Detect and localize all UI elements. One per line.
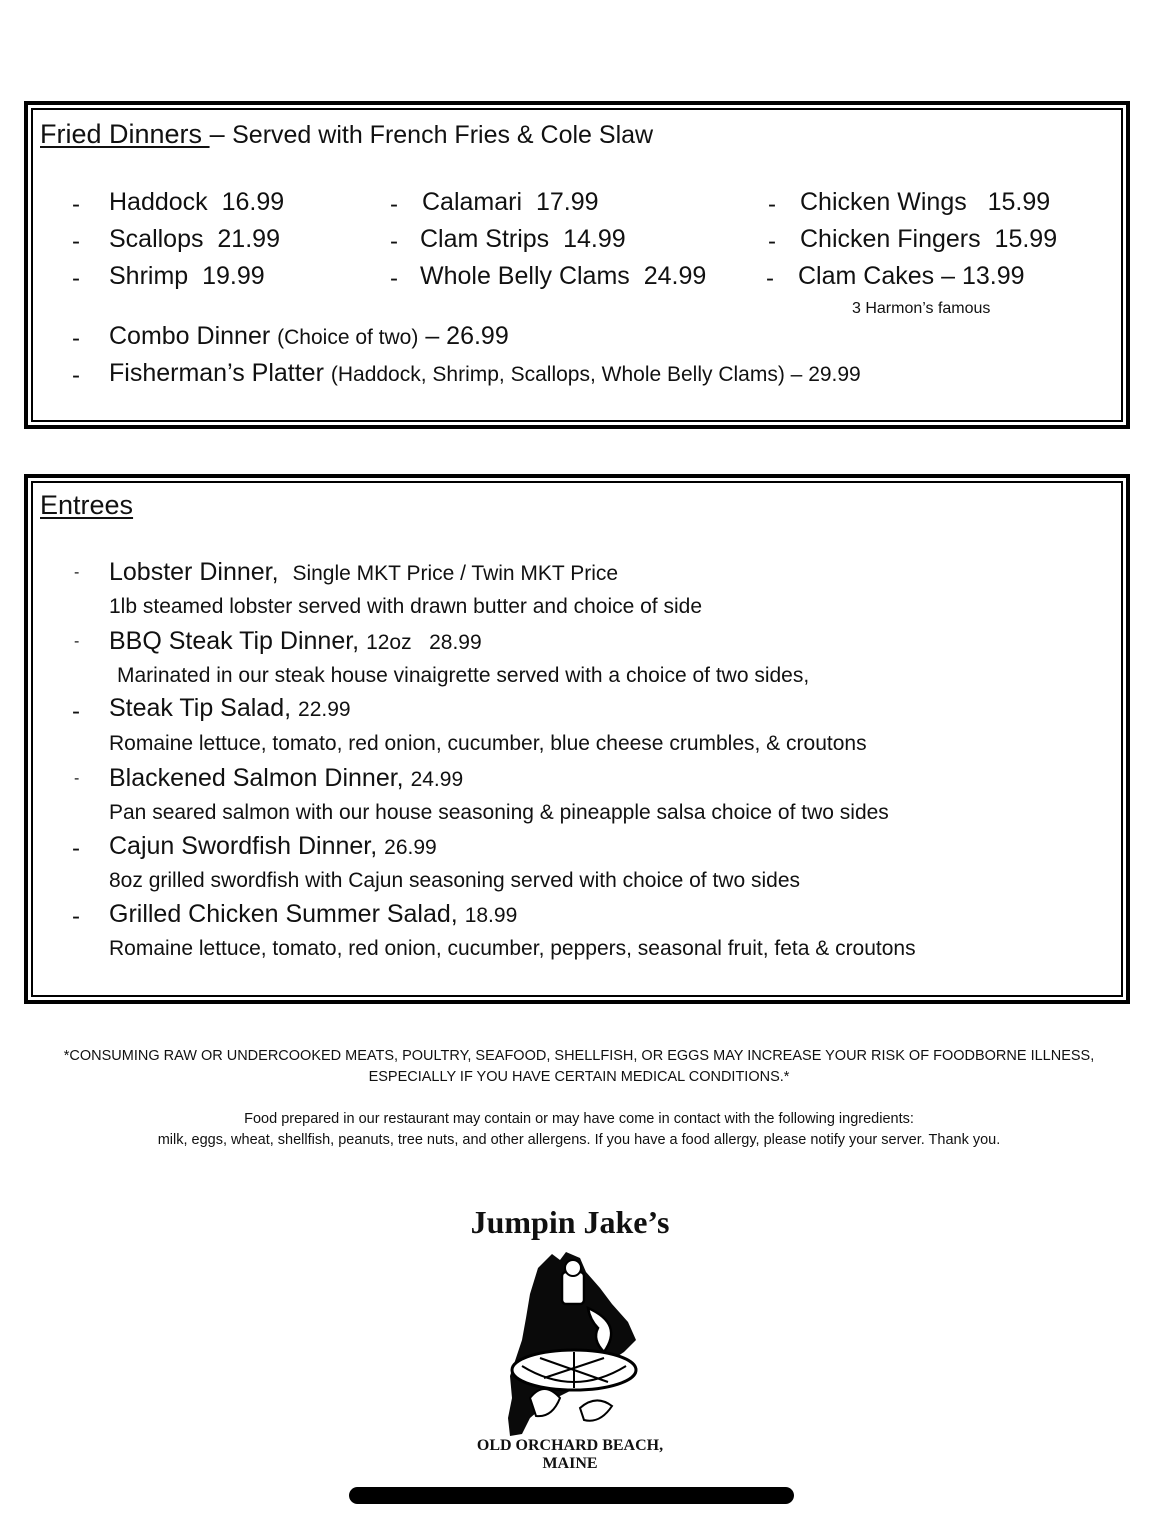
bullet: - — [766, 265, 774, 292]
entree-description: Marinated in our steak house vinaigrette served with a choice of two sides, — [117, 664, 810, 687]
menu-item-haddock: Haddock 16.99 — [109, 188, 285, 216]
bullet: - — [74, 633, 80, 650]
menu-item-chicken-wings: Chicken Wings 15.99 — [800, 188, 1051, 216]
bullet: - — [74, 770, 80, 787]
menu-item-clam-strips: Clam Strips 14.99 — [420, 225, 626, 253]
entree-description: Romaine lettuce, tomato, red onion, cucumber, peppers, seasonal fruit, feta & croutons — [109, 937, 916, 960]
entree-description: Romaine lettuce, tomato, red onion, cucumber, blue cheese crumbles, & croutons — [109, 732, 867, 755]
bullet: - — [390, 228, 398, 255]
fried-dinners-section — [24, 101, 1130, 429]
maine-logo-icon — [500, 1248, 640, 1438]
logo-caption: OLD ORCHARD BEACH, MAINE — [476, 1437, 664, 1472]
bullet: - — [390, 265, 398, 292]
bullet: - — [72, 191, 80, 218]
entree-bbq-steak-tip-dinner: BBQ Steak Tip Dinner, 12oz 28.99 — [109, 627, 482, 655]
entrees-section — [24, 474, 1130, 1004]
menu-item-fishermans-platter: Fisherman’s Platter (Haddock, Shrimp, Scallops, Whole Belly Clams) – 29.99 — [109, 359, 861, 387]
logo-title: Jumpin Jake’s — [470, 1204, 670, 1240]
clam-cakes-note: 3 Harmon’s famous — [852, 300, 991, 317]
entree-grilled-chicken-summer-salad: Grilled Chicken Summer Salad, 18.99 — [109, 900, 518, 928]
home-indicator-bar[interactable] — [349, 1487, 794, 1504]
menu-item-calamari: Calamari 17.99 — [422, 188, 599, 216]
entree-lobster-dinner: Lobster Dinner, Single MKT Price / Twin MKT Price — [109, 558, 619, 586]
entrees-title: Entrees — [40, 490, 134, 520]
bullet: - — [390, 191, 398, 218]
entree-blackened-salmon-dinner: Blackened Salmon Dinner, 24.99 — [109, 764, 464, 792]
allergen-notice: Food prepared in our restaurant may contain or may have come in contact with the following ingredients: milk, eggs, wheat, shellfish, peanuts, tree nuts, and other allergens. If you have a food allergy, please notify your server. Thank you. — [157, 1111, 1001, 1148]
entree-description: 8oz grilled swordfish with Cajun seasoning served with choice of two sides — [109, 869, 801, 892]
bullet: - — [768, 228, 776, 255]
bullet: - — [768, 191, 776, 218]
entrees-heading — [40, 490, 133, 521]
bullet: - — [72, 362, 80, 389]
entree-steak-tip-salad: Steak Tip Salad, 22.99 — [109, 694, 351, 722]
menu-item-shrimp: Shrimp 19.99 — [109, 262, 265, 290]
fried-dinners-heading — [40, 119, 653, 150]
entree-cajun-swordfish-dinner: Cajun Swordfish Dinner, 26.99 — [109, 832, 437, 860]
entree-description: 1lb steamed lobster served with drawn butter and choice of side — [109, 595, 702, 618]
bullet: - — [72, 228, 80, 255]
raw-food-disclaimer: *CONSUMING RAW OR UNDERCOOKED MEATS, POULTRY, SEAFOOD, SHELLFISH, OR EGGS MAY INCREASE YOUR RISK OF FOODBORNE ILLNESS, ESPECIALLY IF YOU HAVE CERTAIN MEDICAL CONDITIONS.* — [63, 1048, 1095, 1085]
bullet: - — [74, 564, 80, 581]
heading-dash: – — [209, 119, 225, 149]
menu-item-whole-belly-clams: Whole Belly Clams 24.99 — [420, 262, 707, 290]
fried-dinners-title: Fried Dinners — [40, 119, 210, 149]
menu-item-combo-dinner: Combo Dinner (Choice of two) – 26.99 — [109, 322, 509, 350]
entree-description: Pan seared salmon with our house seasoning & pineapple salsa choice of two sides — [109, 801, 889, 824]
bullet: - — [72, 325, 80, 352]
bullet: - — [72, 698, 80, 725]
bullet: - — [72, 265, 80, 292]
fried-dinners-subtitle: Served with French Fries & Cole Slaw — [232, 121, 654, 149]
menu-item-clam-cakes: Clam Cakes – 13.99 — [798, 262, 1025, 290]
bullet: - — [72, 835, 80, 862]
menu-item-scallops: Scallops 21.99 — [109, 225, 280, 253]
menu-item-chicken-fingers: Chicken Fingers 15.99 — [800, 225, 1058, 253]
bullet: - — [72, 903, 80, 930]
